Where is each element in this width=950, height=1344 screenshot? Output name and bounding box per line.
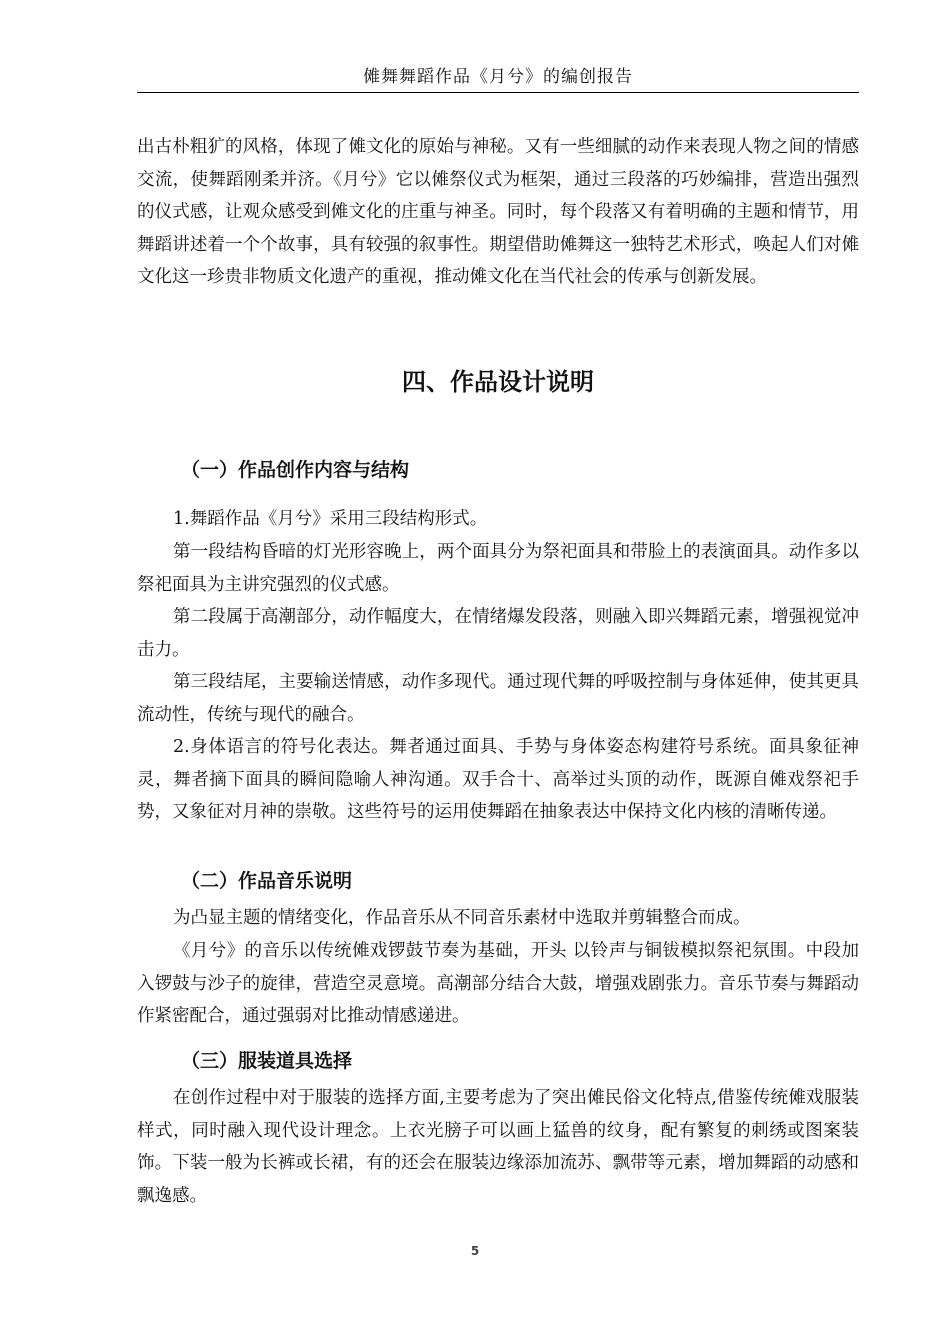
subsection-title-content-structure: （一）作品创作内容与结构 [181,459,410,481]
running-header: 傩舞舞蹈作品《月兮》的编创报告 [137,62,859,93]
paragraph-section-one: 第一段结构昏暗的灯光形容晚上，两个面具分为祭祀面具和带脸上的表演面具。动作多以祭祀面具为主讲究强烈的仪式感。 [137,542,859,595]
paragraph-structure-intro: 1.舞蹈作品《月兮》采用三段结构形式。 [173,509,488,529]
intro-paragraph: 出古朴粗犷的风格，体现了傩文化的原始与神秘。又有一些细腻的动作来表现人物之间的情感交流，使舞蹈刚柔并济。《月兮》它以傩祭仪式为框架，通过三段落的巧妙编排，营造出强烈的仪式感，让观众感受到傩文化的庄重与神圣。同时，每个段落又有着明确的主题和情节，用舞蹈讲述着一个个故事，具有较强的叙事性。期望借助傩舞这一独特艺术形式，唤起人们对傩文化这一珍贵非物质文化遗产的重视，推动傩文化在当代社会的传承与创新发展。 [137,137,859,287]
paragraph-music-intro: 为凸显主题的情绪变化，作品音乐从不同音乐素材中选取并剪辑整合而成。 [173,908,751,928]
page-number: 5 [470,1244,480,1258]
paragraph-section-two: 第二段属于高潮部分，动作幅度大，在情绪爆发段落，则融入即兴舞蹈元素，增强视觉冲击力。 [137,607,859,660]
paragraph-section-three: 第三段结尾，主要输送情感，动作多现代。通过现代舞的呼吸控制与身体延伸，使其更具流动性，传统与现代的融合。 [137,672,859,725]
section-title: 四、作品设计说明 [402,368,594,396]
paragraph-body-language: 2.身体语言的符号化表达。舞者通过面具、手势与身体姿态构建符号系统。面具象征神灵，舞者摘下面具的瞬间隐喻人神沟通。双手合十、高举过头顶的动作，既源自傩戏祭祀手势，又象征对月神的崇敬。这些符号的运用使舞蹈在抽象表达中保持文化内核的清晰传递。 [137,737,859,822]
paragraph-music-detail: 《月兮》的音乐以传统傩戏锣鼓节奏为基础，开头 以铃声与铜钹模拟祭祀氛围。中段加入锣鼓与沙子的旋律，营造空灵意境。高潮部分结合大鼓，增强戏剧张力。音乐节奏与舞蹈动作紧密配合，通过强弱对比推动情感递进。 [137,941,859,1026]
subsection-title-costume: （三）服装道具选择 [181,1050,353,1072]
paragraph-costume: 在创作过程中对于服装的选择方面,主要考虑为了突出傩民俗文化特点,借鉴传统傩戏服装样式，同时融入现代设计理念。上衣光膀子可以画上猛兽的纹身，配有繁复的刺绣或图案装饰。下装一般为长裤或长裙，有的还会在服装边缘添加流苏、飘带等元素，增加舞蹈的动感和飘逸感。 [137,1088,859,1206]
subsection-title-music: （二）作品音乐说明 [181,870,353,892]
